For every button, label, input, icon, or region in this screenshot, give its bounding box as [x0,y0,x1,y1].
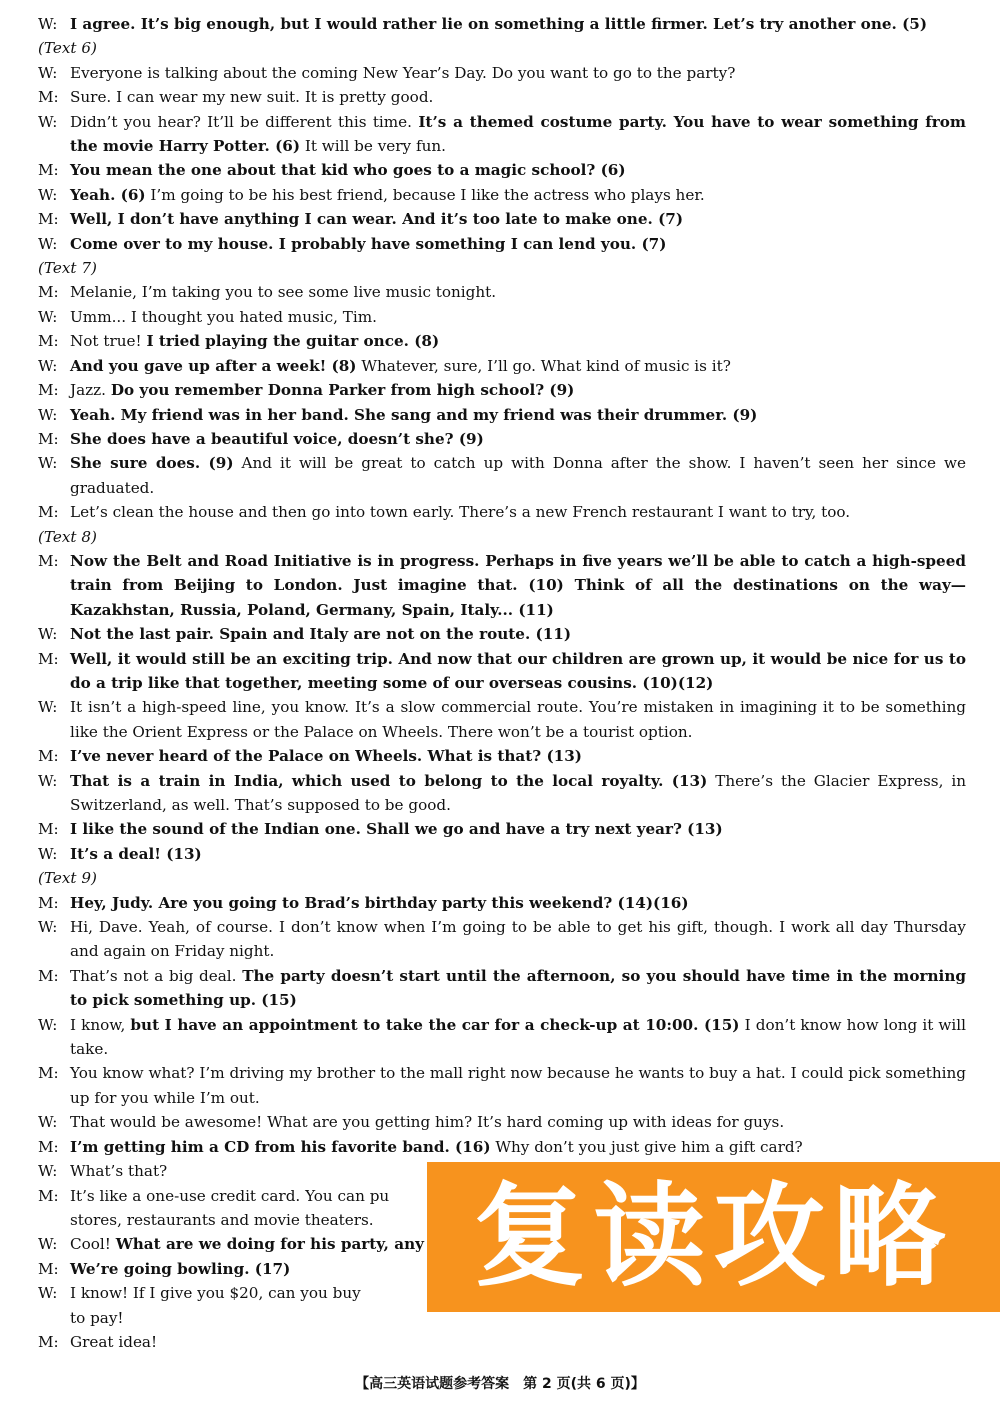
answer-evidence-text: What are we doing for his party, any [115,1235,424,1254]
answer-evidence-text: Hey, Judy. Are you going to Brad’s birthday party this weekend? (14)(16) [70,893,689,912]
dialogue-line [38,329,966,353]
dialogue-text: It will be very fun. [300,137,446,156]
answer-evidence-text: We’re going bowling. (17) [70,1259,291,1278]
dialogue-line [38,1110,966,1134]
speaker-label: W: [38,1284,58,1303]
dialogue-text: I don’t know how long it will take. [70,1015,966,1059]
dialogue-line [38,451,966,500]
dialogue-line [38,915,966,964]
dialogue-text: Jazz. [70,381,111,400]
dialogue-text: There’s the Glacier Express, in Switzerland, as well. That’s supposed to be good. [70,771,966,814]
speaker-label: W: [38,1235,58,1254]
dialogue-line [38,183,966,207]
dialogue-text: Everyone is talking about the coming New Year’s Day. Do you want to go to the party? [70,63,736,82]
dialogue-text: It’s like a one-use credit card. You can pu [70,1186,390,1205]
dialogue-text: You know what? I’m driving my brother to the mall right now because he wants to buy a hat. I could pick something up for you while I’m out. [70,1064,966,1107]
speaker-label: W: [38,771,58,790]
speaker-label: M: [38,381,59,400]
dialogue-line [38,354,966,378]
dialogue-text: What’s that? [70,1162,168,1181]
dialogue-line [38,622,966,646]
dialogue-text: to pay! [70,1308,124,1327]
answer-evidence-text: You mean the one about that kid who goes to a magic school? (6) [70,161,626,180]
speaker-label: W: [38,454,58,473]
dialogue-text: I know, [70,1015,131,1034]
answer-evidence-text: She sure does. (9) [70,454,234,473]
dialogue-line [38,500,966,524]
dialogue-line [38,158,966,182]
answer-evidence-text: Do you remember Donna Parker from high school? (9) [110,381,575,400]
speaker-label: M: [38,283,59,302]
dialogue-text: That’s not a big deal. [70,966,243,985]
dialogue-line [38,378,966,402]
speaker-label: W: [38,356,58,375]
answer-evidence-text: Now the Belt and Road Initiative is in progress. Perhaps in five years we’ll be able to catch a high-speed train from Beijing to London. Just imagine that. (10) Think of all the destinations on the way—Kazakhstan, Russia, Poland, Germany, Spain, Italy... (11) [70,551,966,619]
dialogue-text: Sure. I can wear my new suit. It is pretty good. [70,88,434,107]
dialogue-line [38,403,966,427]
dialogue-line [38,744,966,768]
dialogue-text: Cool! [70,1235,116,1254]
dialogue-line [38,305,966,329]
watermark-banner [427,1162,1000,1312]
dialogue-line [38,232,966,256]
answer-evidence-text: Not the last pair. Spain and Italy are not on the route. (11) [70,625,572,644]
answer-evidence-text: It’s a deal! (13) [70,844,202,863]
speaker-label: M: [38,966,59,985]
speaker-label: W: [38,1162,58,1181]
speaker-label: W: [38,1015,58,1034]
answer-evidence-text: I agree. It’s big enough, but I would rather lie on something a little firmer. Let’s try another one. (5) [70,15,928,33]
speaker-label: W: [38,1113,58,1132]
text-section-heading: (Text 8) [38,527,97,546]
speaker-label: M: [38,551,59,570]
speaker-label: W: [38,234,58,253]
dialogue-line [38,1013,966,1062]
dialogue-text: It isn’t a high-speed line, you know. It’s a slow commercial route. You’re mistaken in imagining it to be something like the Orient Express or the Palace on Wheels. There won’t be a tourist option. [70,698,966,741]
dialogue-text: I’m going to be his best friend, because I like the actress who plays her. [145,185,705,204]
dialogue-line [38,12,966,36]
speaker-label: M: [38,1137,59,1156]
dialogue-line [38,61,966,85]
speaker-label: W: [38,918,58,937]
dialogue-text: Melanie, I’m taking you to see some live music tonight. [70,283,497,302]
speaker-label: W: [38,63,58,82]
speaker-label: M: [38,503,59,522]
dialogue-line [38,85,966,109]
answer-evidence-text: It’s a themed costume party. You have to wear something from the movie Harry Potter. (6) [70,112,966,156]
answer-evidence-text: Come over to my house. I probably have something I can lend you. (7) [70,234,667,253]
speaker-label: M: [38,332,59,351]
answer-evidence-text: but I have an appointment to take the car for a check-up at 10:00. (15) [130,1015,740,1034]
answer-evidence-text: The party doesn’t start until the afternoon, so you should have time in the morning to pick something up. (15) [70,966,966,1010]
speaker-label: M: [38,1259,59,1278]
dialogue-text: And it will be great to catch up with Donna after the show. I haven’t seen her since we graduated. [70,454,967,497]
dialogue-line [38,1330,966,1354]
text-section-heading: (Text 9) [38,869,97,888]
speaker-label: M: [38,820,59,839]
dialogue-line [38,842,966,866]
answer-evidence-text: Well, I don’t have anything I can wear. And it’s too late to make one. (7) [70,210,684,229]
answer-evidence-text: She does have a beautiful voice, doesn’t she? (9) [70,429,484,448]
answer-evidence-text: Yeah. My friend was in her band. She sang and my friend was their drummer. (9) [70,405,758,424]
answer-evidence-text: Well, it would still be an exciting trip. And now that our children are grown up, it would be nice for us to do a trip like that together, meeting some of our overseas cousins. (10)(12) [70,649,966,692]
dialogue-line [38,817,966,841]
speaker-label: M: [38,1332,59,1351]
dialogue-line [38,207,966,231]
speaker-label: W: [38,112,58,131]
answer-evidence-text: I’ve never heard of the Palace on Wheels. What is that? (13) [70,747,582,766]
dialogue-text: stores, restaurants and movie theaters. [70,1210,374,1229]
speaker-label: M: [38,1064,59,1083]
dialogue-text: Didn’t you hear? It’ll be different this time. [70,112,419,131]
dialogue-line [38,647,966,696]
dialogue-line [38,891,966,915]
answer-evidence-text: I like the sound of the Indian one. Shall we go and have a try next year? (13) [70,820,723,839]
dialogue-text: I know! If I give you $20, can you buy [70,1284,361,1303]
dialogue-text: Let’s clean the house and then go into town early. There’s a new French restaurant I want to try, too. [70,503,851,522]
speaker-label: W: [38,405,58,424]
text-section-heading: (Text 6) [38,39,97,58]
answer-evidence-text: That is a train in India, which used to belong to the local royalty. (13) [70,771,708,790]
dialogue-line [38,1135,966,1159]
dialogue-text: Great idea! [70,1332,158,1351]
dialogue-line [38,964,966,1013]
page-footer: 【高三英语试题参考答案 第 2 页(共 6 页)】 [355,1376,645,1392]
speaker-label: M: [38,88,59,107]
dialogue-text: Whatever, sure, I’ll go. What kind of music is it? [356,356,731,375]
dialogue-text: That would be awesome! What are you getting him? It’s hard coming up with ideas for guys. [70,1113,785,1132]
dialogue-text: Umm... I thought you hated music, Tim. [70,307,378,326]
answer-evidence-text: I tried playing the guitar once. (8) [146,332,440,351]
dialogue-line [38,110,966,159]
answer-evidence-text: Yeah. (6) [70,185,146,204]
dialogue-line [38,427,966,451]
dialogue-line [38,695,966,744]
speaker-label: W: [38,844,58,863]
speaker-label: W: [38,307,58,326]
speaker-label: W: [38,625,58,644]
answer-evidence-text: I’m getting him a CD from his favorite band. (16) [70,1137,491,1156]
speaker-label: M: [38,429,59,448]
speaker-label: M: [38,893,59,912]
speaker-label: W: [38,698,58,717]
answer-evidence-text: And you gave up after a week! (8) [70,356,357,375]
dialogue-text: Not true! [70,332,147,351]
dialogue-line [38,549,966,622]
dialogue-text: Why don’t you just give him a gift card? [490,1137,803,1156]
speaker-label: M: [38,210,59,229]
answer-key-transcript [38,12,966,1354]
speaker-label: W: [38,15,58,33]
text-section-heading: (Text 7) [38,259,97,278]
speaker-label: M: [38,649,59,668]
watermark-text: 复读攻略 [473,1172,954,1302]
dialogue-text: Hi, Dave. Yeah, of course. I don’t know when I’m going to be able to get his gift, though. I work all day Thursday and again on Friday night. [70,918,966,961]
speaker-label: M: [38,1186,59,1205]
dialogue-line [38,769,966,818]
dialogue-line [38,1061,966,1110]
dialogue-line [38,280,966,304]
speaker-label: M: [38,747,59,766]
speaker-label: M: [38,161,59,180]
speaker-label: W: [38,185,58,204]
